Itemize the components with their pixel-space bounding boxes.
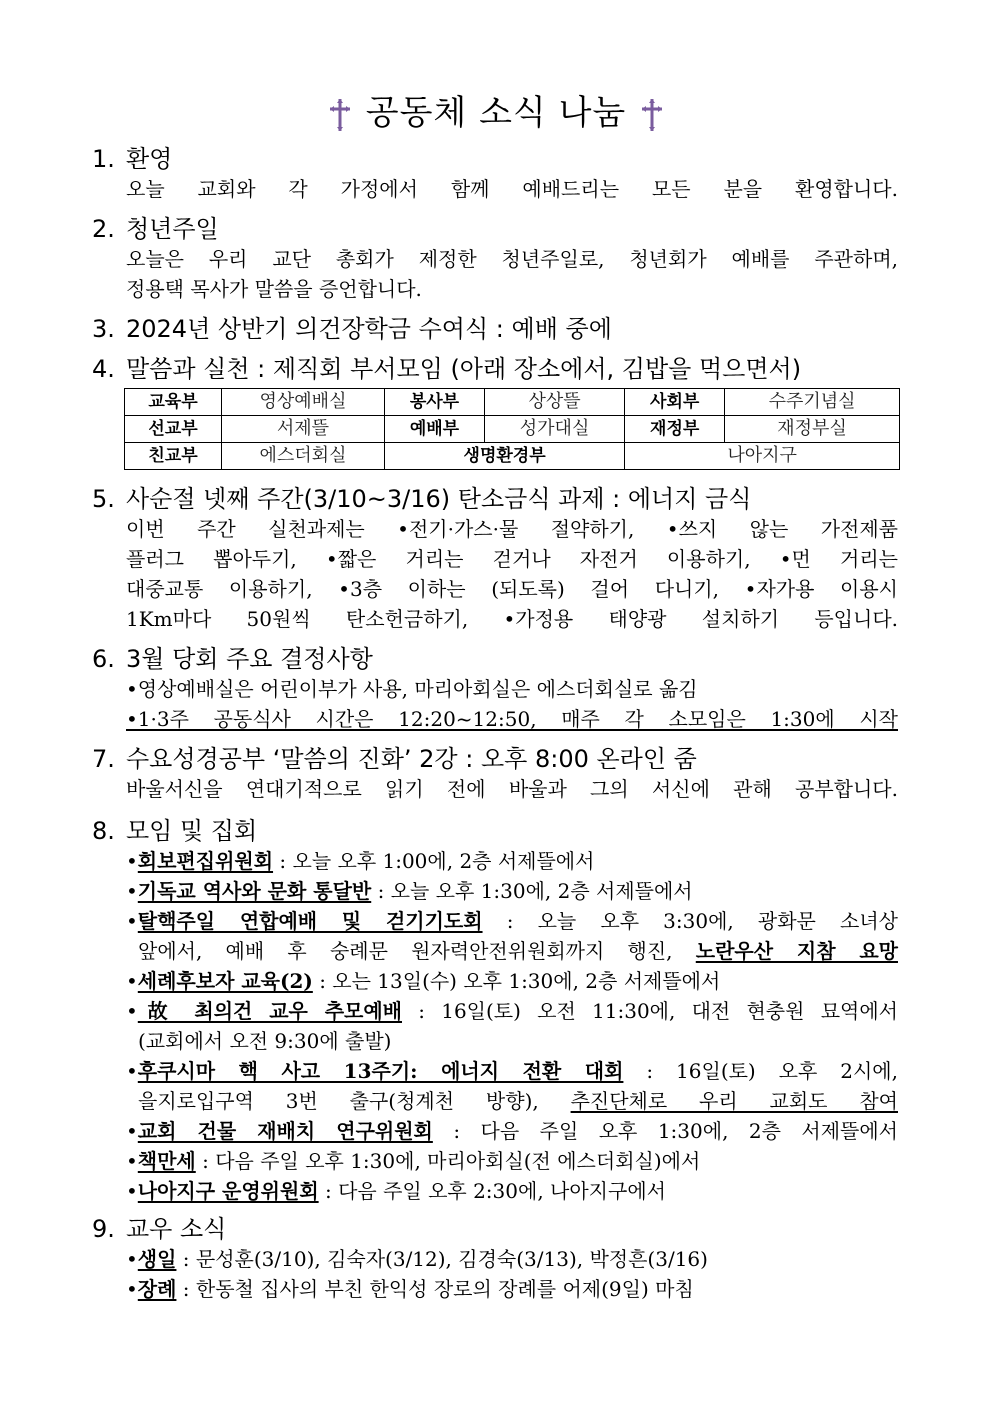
- list-item: •책만세 : 다음 주일 오후 1:30에, 마리아회실(전 에스더회실)에서: [126, 1149, 701, 1173]
- section-text: 대중교통 이용하기, •3층 이하는 (되도록) 걸어 다니기, •자가용 이용시: [126, 577, 898, 601]
- section-text: •1·3주 공동식사 시간은 12:20~12:50, 매주 각 소모임은 1:30에 시작: [126, 707, 898, 731]
- table-row: 교육부 영상예배실 봉사부 상상뜰 사회부 수주기념실: [125, 389, 900, 416]
- section-heading: 2. 청년주일: [92, 215, 219, 243]
- list-item: •장례 : 한동철 집사의 부친 한익성 장로의 장례를 어제(9일) 마침: [126, 1277, 694, 1301]
- section-heading: 4. 말씀과 실천 : 제직회 부서모임 (아래 장소에서, 김밥을 먹으면서): [92, 355, 802, 383]
- section-text: 1Km마다 50원씩 탄소헌금하기, •가정용 태양광 설치하기 등입니다.: [126, 607, 898, 631]
- list-item-continued: 앞에서, 예배 후 숭례문 원자력안전위원회까지 행진, 노란우산 지참 요망: [138, 939, 898, 963]
- list-item: •생일 : 문성훈(3/10), 김숙자(3/12), 김경숙(3/13), 박정흔(3/16): [126, 1247, 708, 1271]
- section-text: 바울서신을 연대기적으로 읽기 전에 바울과 그의 서신에 관해 공부합니다.: [126, 777, 898, 801]
- list-item-continued: (교회에서 오전 9:30에 출발): [138, 1029, 392, 1053]
- section-text: •영상예배실은 어린이부가 사용, 마리아회실은 에스더회실로 옮김: [126, 677, 698, 701]
- section-text: 오늘은 우리 교단 총회가 제정한 청년주일로, 청년회가 예배를 주관하며,: [126, 247, 898, 271]
- section-heading: 7. 수요성경공부 ‘말씀의 진화’ 2강 : 오후 8:00 온라인 줌: [92, 745, 697, 773]
- list-item-continued: 을지로입구역 3번 출구(청계천 방향), 추진단체로 우리 교회도 참여: [138, 1089, 898, 1113]
- section-heading: 6. 3월 당회 주요 결정사항: [92, 645, 373, 673]
- page-title-row: [0, 88, 992, 138]
- section-heading: 5. 사순절 넷째 주간(3/10~3/16) 탄소금식 과제 : 에너지 금식: [92, 485, 752, 513]
- list-item: •故 최의건 교우 추모예배 : 16일(토) 오전 11:30에, 대전 현충원 묘역에서: [126, 999, 898, 1023]
- page-title: 공동체 소식 나눔: [365, 93, 627, 133]
- table-row: 친교부 에스더회실 생명환경부 나아지구: [125, 443, 900, 470]
- list-item: •후쿠시마 핵 사고 13주기: 에너지 전환 대회 : 16일(토) 오후 2시에,: [126, 1059, 898, 1083]
- cross-icon: [638, 97, 666, 133]
- list-item: •나아지구 운영위원회 : 다음 주일 오후 2:30에, 나아지구에서: [126, 1179, 666, 1203]
- section-heading: 3. 2024년 상반기 의건장학금 수여식 : 예배 중에: [92, 315, 612, 343]
- section-text: 이번 주간 실천과제는 •전기·가스·물 절약하기, •쓰지 않는 가전제품: [126, 517, 898, 541]
- section-text: 정용택 목사가 말씀을 증언합니다.: [126, 277, 422, 301]
- section-heading: 9. 교우 소식: [92, 1215, 227, 1243]
- section-heading: 1. 환영: [92, 145, 173, 173]
- section-text: 플러그 뽑아두기, •짧은 거리는 걷거나 자전거 이용하기, •먼 거리는: [126, 547, 898, 571]
- list-item: •탈핵주일 연합예배 및 걷기기도회 : 오늘 오후 3:30에, 광화문 소녀상: [126, 909, 898, 933]
- list-item: •회보편집위원회 : 오늘 오후 1:00에, 2층 서제뜰에서: [126, 849, 595, 873]
- list-item: •교회 건물 재배치 연구위원회 : 다음 주일 오후 1:30에, 2층 서제뜰에서: [126, 1119, 898, 1143]
- list-item: •기독교 역사와 문화 통달반 : 오늘 오후 1:30에, 2층 서제뜰에서: [126, 879, 693, 903]
- list-item: •세례후보자 교육(2) : 오는 13일(수) 오후 1:30에, 2층 서제뜰에서: [126, 969, 721, 993]
- section-heading: 8. 모임 및 집회: [92, 817, 258, 845]
- cross-icon: [326, 97, 354, 133]
- table-row: 선교부 서제뜰 예배부 성가대실 재정부 재정부실: [125, 416, 900, 443]
- department-table: [124, 388, 900, 470]
- section-text: 오늘 교회와 각 가정에서 함께 예배드리는 모든 분을 환영합니다.: [126, 177, 898, 201]
